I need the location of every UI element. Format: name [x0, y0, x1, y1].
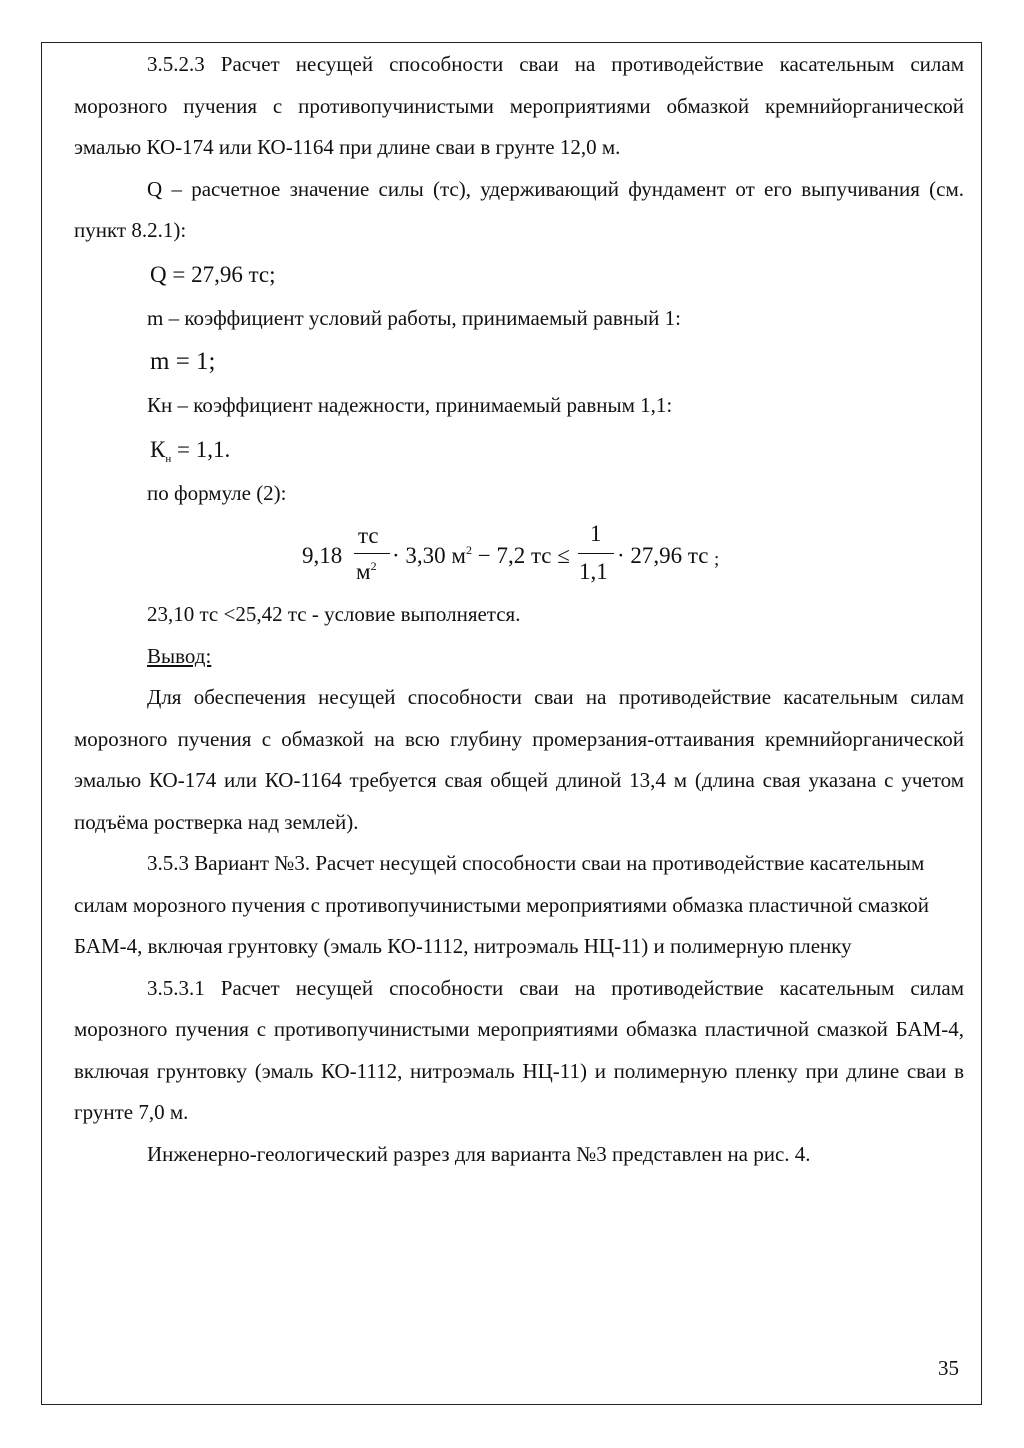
- kn-symbol: К: [150, 436, 166, 462]
- paragraph-condition: 23,10 тс <25,42 тс - условие выполняется.: [147, 602, 521, 626]
- paragraph-q-definition: Q – расчетное значение силы (тс), удерживающий фундамент от его выпучивания (см. пункт 8.2.1):: [74, 176, 964, 242]
- formula-kn: [74, 427, 964, 473]
- document-body: [74, 44, 964, 1175]
- paragraph-formula-ref: по формуле (2):: [147, 480, 287, 505]
- paragraph-kn-definition: Кн – коэффициент надежности, принимаемый равным 1,1:: [147, 393, 673, 417]
- paragraph-3-5-2-3: 3.5.2.3 Расчет несущей способности сваи на противодействие касательным силам морозного пучения с противопучинистыми мероприятиями обмазкой кремнийорганической эмалью КО-174 или КО-1164 при длине сваи в грунте 12,0 м.: [74, 52, 964, 159]
- paragraph-3-5-3-variant-3: 3.5.3 Вариант №3. Расчет несущей способности сваи на противодействие касательным силам морозного пучения с противопучинистыми мероприятиями обмазка пластичной смазкой БАМ-4, включая грунтовку (эмаль КО-1112, нитроэмаль НЦ-11) и полимерную пленку: [74, 851, 930, 958]
- conclusion-heading: Вывод:: [147, 643, 212, 668]
- formula2-frac1-den-sup: 2: [370, 559, 377, 573]
- formula2-coef: 9,18: [302, 543, 343, 568]
- conclusion-heading-line: [74, 636, 964, 678]
- formula2-mid-sup: 2: [465, 543, 472, 557]
- kn-subscript: н: [165, 452, 172, 465]
- formula2-frac2-bar: [578, 553, 614, 554]
- formula2-mid-text: · 3,30 м: [392, 543, 466, 568]
- kn-value: = 1,1.: [171, 436, 231, 462]
- paragraph-geological-section: Инженерно-геологический разрез для варианта №3 представлен на рис. 4.: [147, 1141, 811, 1166]
- formula2-tail: · 27,96 тс: [617, 543, 709, 568]
- paragraph-conclusion: Для обеспечения несущей способности сваи на противодействие касательным силам морозного пучения с обмазкой на всю глубину промерзания-оттаивания кремнийорганической эмалью КО-174 или КО-1164 требуется свая общей длиной 13,4 м (длина свая указана с учетом подъёма ростверка над землей).: [74, 685, 964, 834]
- paragraph-3-5-3-1: 3.5.3.1 Расчет несущей способности сваи на противодействие касательным силам морозного пучения с противопучинистыми мероприятиями обмазка пластичной смазкой БАМ-4, включая грунтовку (эмаль КО-1112, нитроэмаль НЦ-11) и полимерную пленку при длине сваи в грунте 7,0 м.: [74, 975, 964, 1124]
- formula-q: Q = 27,96 тс;: [150, 261, 276, 287]
- formula2-frac2-denominator: 1,1: [579, 559, 608, 584]
- formula2-end: ;: [714, 549, 720, 570]
- formula-m: m = 1;: [150, 348, 216, 375]
- formula2-frac1-bar: [354, 553, 390, 554]
- formula-2: [74, 522, 964, 588]
- page-number: 35: [938, 1356, 959, 1380]
- formula2-frac1-denominator: [356, 560, 377, 583]
- formula2-frac2-numerator: 1: [590, 521, 602, 546]
- formula2-frac1-den-unit: м: [356, 559, 371, 584]
- formula2-frac1-numerator: тс: [358, 523, 379, 548]
- formula2-middle: [392, 544, 570, 567]
- formula2-rest-text: − 7,2 тс ≤: [471, 543, 570, 568]
- paragraph-m-definition: m – коэффициент условий работы, принимаемый равный 1:: [147, 305, 681, 330]
